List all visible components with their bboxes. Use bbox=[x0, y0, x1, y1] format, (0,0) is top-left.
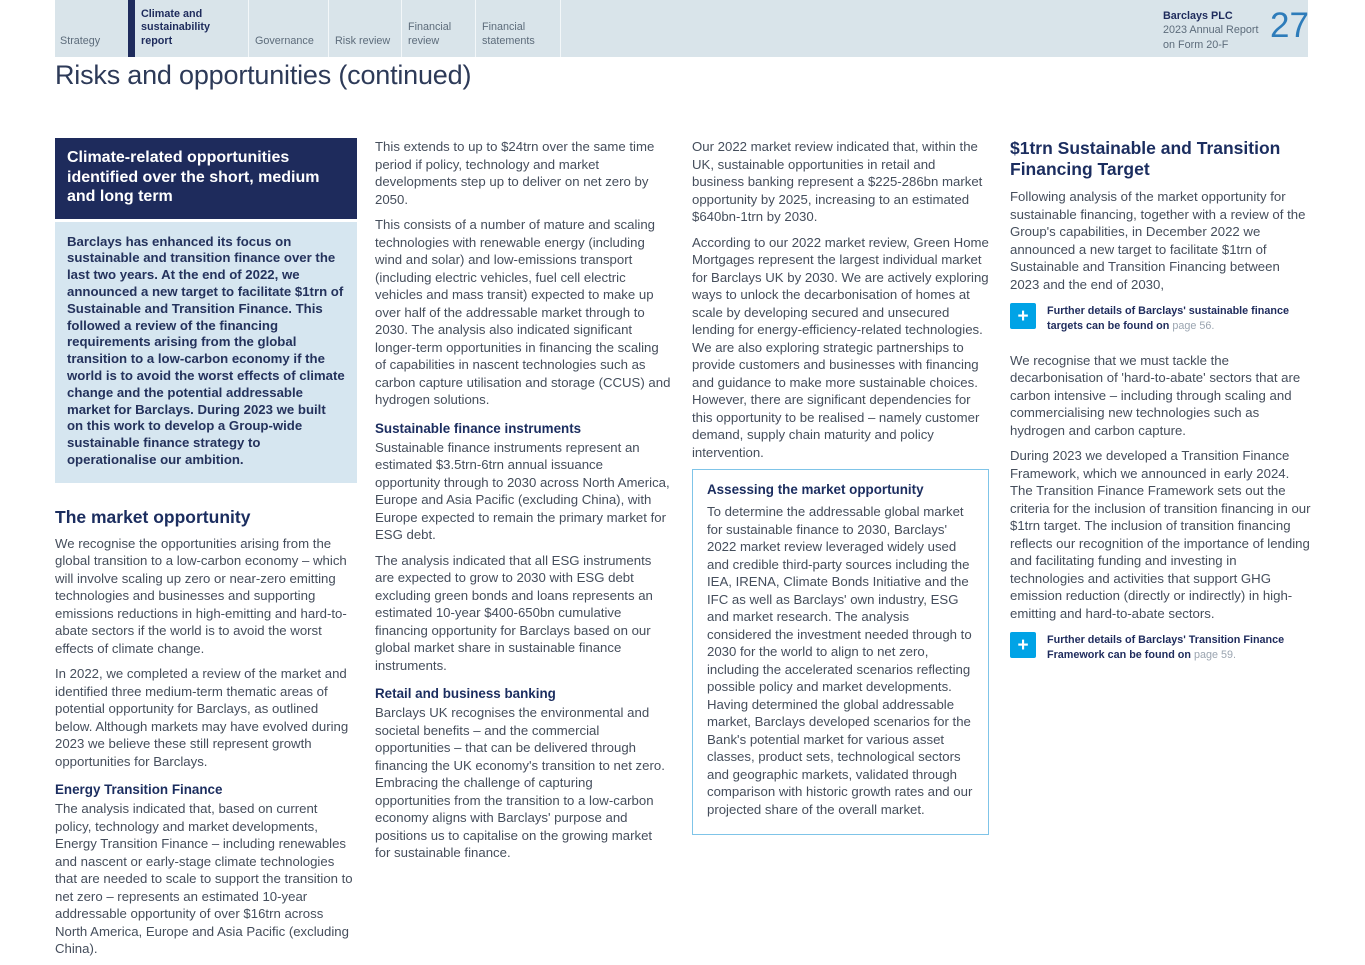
cross-reference-page-link[interactable]: page 56. bbox=[1172, 319, 1215, 332]
tab-label: Risk review bbox=[335, 34, 391, 47]
cross-reference-sustainable-finance-targets[interactable] bbox=[1010, 303, 1312, 334]
subheading-retail-and-business-banking: Retail and business banking bbox=[375, 686, 556, 701]
tab-financial-review[interactable] bbox=[401, 0, 475, 57]
highlight-summary-box: Barclays has enhanced its focus on sustainable and transition finance over the last two years. At the end of 2022, we announced a new target to facilitate $1trn of Sustainable and Transition Finance. This followed a review of the financing requirements arising from the global transition to a low-carbon economy if the world is to avoid the worst effects of climate change and the potential addressable market for Barclays. During 2023 we built on this work to develop a Group-wide sustainable finance strategy to operationalise our ambition. bbox=[55, 222, 357, 483]
subheading-energy-transition-finance: Energy Transition Finance bbox=[55, 782, 223, 798]
paragraph: This extends to up to $24trn over the same time period if policy, technology and market developments step up to deliver on net zero by 2050. bbox=[375, 139, 655, 207]
tab-label: Strategy bbox=[60, 34, 101, 47]
plus-icon[interactable]: + bbox=[1010, 632, 1036, 658]
column-2 bbox=[375, 138, 671, 870]
column-1 bbox=[55, 138, 357, 965]
page-title: Risks and opportunities (continued) bbox=[55, 60, 472, 90]
paragraph: During 2023 we developed a Transition Finance Framework, which we announced in early 2024. The Transition Finance Framework sets out the criteria for the inclusion of transition financing in our $1trn target. The inclusion of transition financing reflects our recognition of the importance of lending and facilitating funding and investing in technologies and activities that support GHG emission reduction (directly or indirectly) in high-emitting and hard-to-abate sectors. bbox=[1010, 448, 1311, 621]
subheading-sustainable-finance-instruments: Sustainable finance instruments bbox=[375, 420, 582, 436]
paragraph: In 2022, we completed a review of the market and identified three medium-term thematic areas of potential opportunity for Barclays, as outlined below. Although markets may have evolved during 2023 we believe these still represent growth opportunities for Barclays. bbox=[55, 666, 349, 769]
paragraph: The analysis indicated that, based on current policy, technology and market developments, Energy Transition Finance – including renewables and nascent or early-stage climate technologies that are needed to scale to support the transition to net zero – represents an estimated 10-year addressable opportunity of over $16trn across North America, Europe and Asia Pacific (excluding China). bbox=[55, 801, 353, 957]
column-4 bbox=[1010, 138, 1312, 681]
tab-governance[interactable] bbox=[248, 0, 328, 57]
paragraph: Sustainable finance instruments represent an estimated $3.5trn-6trn annual issuance opportunity through to 2030 across North America, Europe and Asia Pacific (excluding China), with Europe expected to remain the primary market for ESG debt. bbox=[375, 439, 670, 542]
top-nav-band bbox=[55, 0, 1308, 57]
paragraph: We recognise the opportunities arising from the global transition to a low-carbon economy – which will involve scaling up zero or near-zero emitting technologies and businesses and supporting emissions reductions in high-emitting and hard-to-abate sectors if the world is to avoid the worst effects of climate change. bbox=[55, 535, 347, 656]
tab-risk-review[interactable] bbox=[328, 0, 401, 57]
paragraph: Barclays UK recognises the environmental and societal benefits – and the commercial opportunities – that can be delivered through financing the UK economy's transition to net zero. Embracing the challenge of capturing opportunities from the transition to a low-carbon economy aligns with Barclays' purpose and positions us to capitalise on the growing market for sustainable finance. bbox=[375, 705, 665, 860]
column-3 bbox=[692, 138, 989, 835]
tab-label: Financial review bbox=[408, 21, 452, 47]
infobox-body: To determine the addressable global market for sustainable finance to 2030, Barclays' 2022 market review leveraged widely used and credible third-party sources including the IEA, IRENA, Climate Bonds Initiative and the IFC as well as Barclays' own industry, ESG and market research. The analysis considered the investment needed through to 2030 for the world to align to net zero, including the accelerated scenarios reflecting possible policy and market developments. Having determined the global addressable market, Barclays developed scenarios for the Bank's potential market for various asset classes, product sets, technological sectors and geographic markets, validated through comparison with historic growth rates and our projected share of the overall market. bbox=[707, 504, 973, 817]
cross-reference-text: Further details of Barclays' Transition Finance Framework can be found on bbox=[1047, 634, 1285, 662]
paragraph: According to our 2022 market review, Green Home Mortgages represent the largest individual market for Barclays UK by 2030. We are actively exploring ways to unlock the decarbonisation of homes at scale by developing secured and unsecured lending for energy-efficiency-related technologies. We are also exploring strategic partnerships to provide customers and businesses with financing and guidance to make more sustainable choices. However, there are significant dependencies for this opportunity to be realised – namely customer demand, supply chain maturity and policy intervention. bbox=[692, 234, 989, 460]
report-form: on Form 20-F bbox=[1163, 38, 1229, 51]
cross-reference-note bbox=[1047, 303, 1312, 334]
tab-label: Governance bbox=[255, 34, 314, 47]
cross-reference-text: Further details of Barclays' sustainable finance targets can be found on bbox=[1047, 305, 1289, 332]
infobox-heading: Assessing the market opportunity bbox=[707, 482, 924, 497]
paragraph: Our 2022 market review indicated that, within the UK, sustainable opportunities in retail and business banking represent a $225-286bn market opportunity by 2025, increasing to an estimated $640bn-1trn by 2030. bbox=[692, 139, 983, 224]
company-name: Barclays PLC bbox=[1163, 10, 1233, 22]
tab-strategy[interactable] bbox=[55, 0, 128, 57]
banner-climate-opportunities: Climate-related opportunities identified over the short, medium and long term bbox=[55, 138, 357, 219]
paragraph: This consists of a number of mature and scaling technologies with renewable energy (including wind and solar) and low-emissions transport (including electric vehicles, fuel cell electric vehicles and mass transit) expected to make up over half of the addressable market through to 2030. The analysis also indicated significant longer-term opportunities in financing the scaling of capabilities in nascent technologies such as carbon capture utilisation and storage (CCUS) and hydrogen solutions. bbox=[375, 217, 671, 407]
paragraph: Following analysis of the market opportunity for sustainable financing, together with a review of the Group's capabilities, in December 2022 we announced a new target to facilitate $1trn of Sustainable and Transition Financing between 2023 and the end of 2030, bbox=[1010, 189, 1306, 292]
cross-reference-page-link[interactable]: page 59. bbox=[1193, 649, 1237, 662]
plus-icon[interactable]: + bbox=[1010, 303, 1036, 329]
heading-1trn-financing-target: $1trn Sustainable and Transition Financing Target bbox=[1010, 138, 1281, 179]
section-tabs bbox=[55, 0, 1308, 57]
paragraph: We recognise that we must tackle the decarbonisation of 'hard-to-abate' sectors that are carbon intensive – including through scaling and commercialising new technologies such as hydrogen and carbon capture. bbox=[1010, 352, 1301, 438]
tab-financial-statements[interactable] bbox=[475, 0, 561, 57]
page-number: 27 bbox=[1270, 6, 1309, 45]
report-name: 2023 Annual Report bbox=[1163, 24, 1259, 37]
cross-reference-transition-finance-framework[interactable] bbox=[1010, 632, 1312, 663]
tab-label: Climate and sustainability report bbox=[141, 7, 210, 47]
section-heading-market-opportunity: The market opportunity bbox=[55, 506, 251, 527]
tab-climate-and-sustainability-report[interactable] bbox=[128, 0, 248, 57]
tab-label: Financial statements bbox=[482, 21, 535, 47]
report-identity bbox=[1163, 9, 1258, 52]
cross-reference-note bbox=[1047, 632, 1312, 663]
assessing-market-opportunity-box bbox=[692, 469, 989, 835]
paragraph: The analysis indicated that all ESG instruments are expected to grow to 2030 with ESG debt excluding green bonds and loans represents an estimated 10-year $400-650bn cumulative financing opportunity for Barclays based on our global market share in sustainable finance instruments. bbox=[375, 552, 653, 673]
